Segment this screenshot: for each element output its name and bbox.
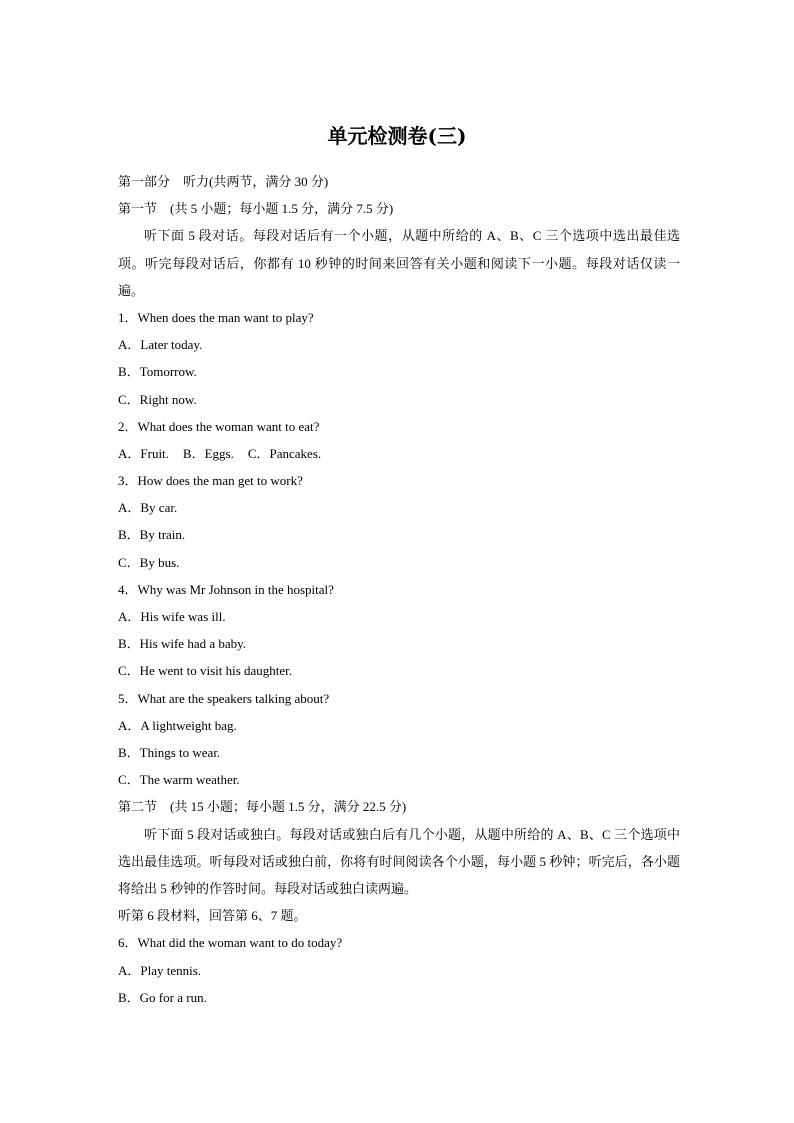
question-2-option-c: C．Pancakes. xyxy=(247,445,322,461)
question-1-option-a: A．Later today. xyxy=(118,337,203,353)
section1-instructions: 听下面 5 段对话。每段对话后有一个小题，从题中所给的 A、B、C 三个选项中选出最佳选项。听完每段对话后，你都有 10 秒钟的时间来回答有关小题和阅读下一小题。每段对话仅读一遍。 xyxy=(118,228,680,298)
question-3-stem: 3．How does the man get to work? xyxy=(118,473,303,489)
question-2-option-a: A．Fruit. xyxy=(118,445,169,461)
question-5-option-a: A．A lightweight bag. xyxy=(118,717,237,733)
page-title: 单元检测卷(三) xyxy=(327,124,467,148)
section2-heading: 第二节 (共 15 小题；每小题 1.5 分，满分 22.5 分) xyxy=(118,799,407,815)
question-1-stem: 1．When does the man want to play? xyxy=(118,309,314,325)
question-6-option-b: B．Go for a run. xyxy=(118,989,207,1005)
question-2-stem: 2．What does the woman want to eat? xyxy=(118,418,320,434)
question-6-stem: 6．What did the woman want to do today? xyxy=(118,935,343,951)
question-5-option-c: C．The warm weather. xyxy=(118,772,240,788)
section2-instructions: 听下面 5 段对话或独白。每段对话或独白后有几个小题，从题中所给的 A、B、C 三个选项中选出最佳选项。听每段对话或独白前，你将有时间阅读各个小题，每小题 5 秒钟；听完后，各小题将给出 5 秒钟的作答时间。每段对话或独白读两遍。 xyxy=(118,826,680,896)
question-5-option-b: B．Things to wear. xyxy=(118,744,221,760)
question-2-option-b: B．Eggs. xyxy=(182,445,234,461)
question-1-option-c: C．Right now. xyxy=(118,391,197,407)
question-3-option-b: B．By train. xyxy=(118,527,186,543)
part1-heading: 第一部分 听力(共两节，满分 30 分) xyxy=(118,174,329,189)
question-5-stem: 5．What are the speakers talking about? xyxy=(118,690,330,706)
question-6-option-a: A．Play tennis. xyxy=(118,962,202,978)
exam-content xyxy=(118,168,680,1011)
question-4-option-b: B．His wife had a baby. xyxy=(118,636,247,652)
question-3-option-c: C．By bus. xyxy=(118,554,180,570)
question-1-option-b: B．Tomorrow. xyxy=(118,364,197,380)
question-2-options xyxy=(118,440,680,467)
section1-heading: 第一节 (共 5 小题；每小题 1.5 分，满分 7.5 分) xyxy=(118,201,394,217)
question-4-option-a: A．His wife was ill. xyxy=(118,609,226,625)
question-3-option-a: A．By car. xyxy=(118,500,178,516)
question-4-stem: 4．Why was Mr Johnson in the hospital? xyxy=(118,581,334,597)
material-6-heading: 听第 6 段材料，回答第 6、7 题。 xyxy=(118,908,307,924)
question-4-option-c: C．He went to visit his daughter. xyxy=(118,663,293,679)
